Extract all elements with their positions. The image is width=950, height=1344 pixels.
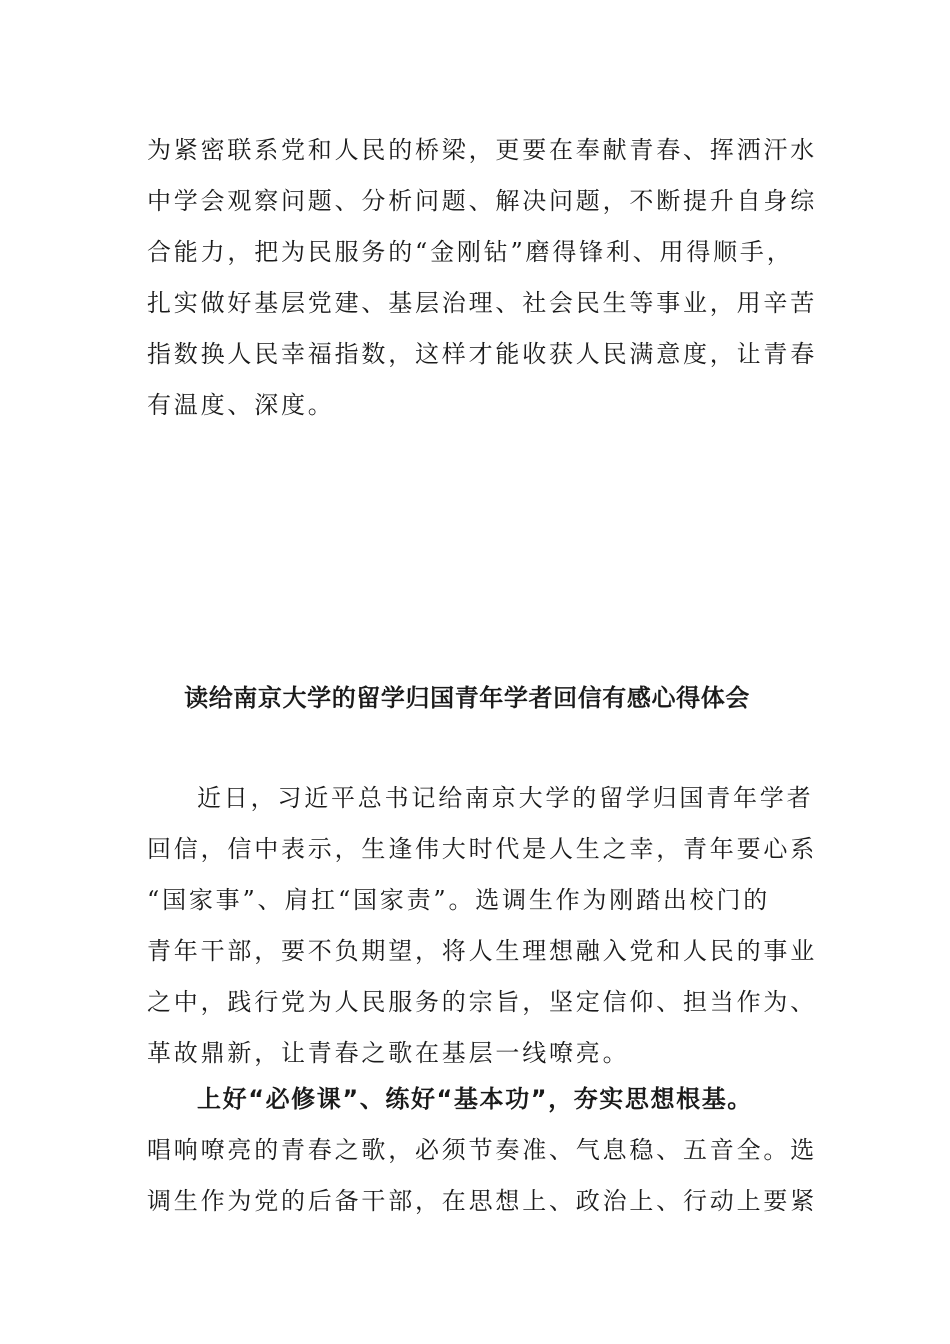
paragraph-line: 中学会观察问题、分析问题、解决问题，不断提升自身综 [147, 187, 817, 215]
article-title: 读给南京大学的留学归国青年学者回信有感心得体会 [184, 684, 750, 712]
paragraph-line: 之中，践行党为人民服务的宗旨，坚定信仰、担当作为、 [147, 988, 817, 1016]
top-paragraph [147, 125, 817, 431]
paragraph-line: 为紧密联系党和人民的桥梁，更要在奉献青春、挥洒汗水 [147, 136, 817, 164]
paragraph-line: 调生作为党的后备干部，在思想上、政治上、行动上要紧 [147, 1187, 817, 1215]
paragraph-line: 合能力，把为民服务的“金刚钻”磨得锋利、用得顺手， [147, 238, 794, 266]
point-paragraph [147, 1074, 817, 1227]
paragraph-line: “国家事”、肩扛“国家责”。选调生作为刚踏出校门的 [147, 886, 771, 914]
paragraph-line: 有温度、深度。 [147, 391, 335, 419]
paragraph-line: 近日，习近平总书记给南京大学的留学归国青年学者 [197, 784, 814, 812]
paragraph-line: 唱响嘹亮的青春之歌，必须节奏准、气息稳、五音全。选 [147, 1136, 817, 1164]
paragraph-line: 回信，信中表示，生逢伟大时代是人生之幸，青年要心系 [147, 835, 817, 863]
intro-paragraph [147, 773, 817, 1079]
paragraph-line: 革故鼎新，让青春之歌在基层一线嘹亮。 [147, 1039, 630, 1067]
paragraph-line: 青年干部，要不负期望，将人生理想融入党和人民的事业 [147, 937, 817, 965]
paragraph-line: 指数换人民幸福指数，这样才能收获人民满意度，让青春 [147, 340, 817, 368]
point-heading: 上好“必修课”、练好“基本功”，夯实思想根基。 [197, 1085, 753, 1113]
paragraph-line: 扎实做好基层党建、基层治理、社会民生等事业，用辛苦 [147, 289, 817, 317]
